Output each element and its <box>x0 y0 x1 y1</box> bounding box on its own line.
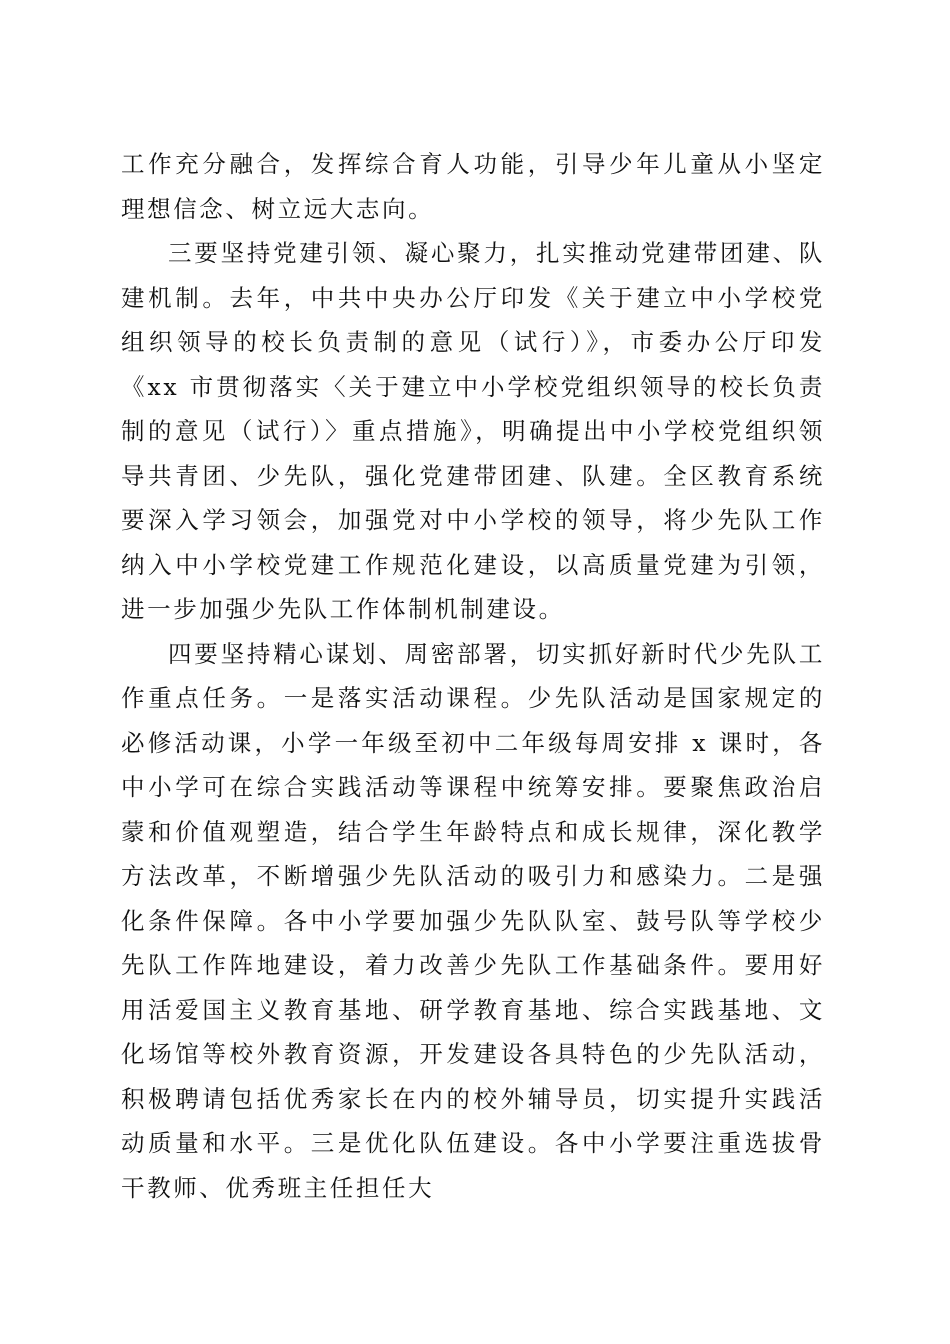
paragraph-party-building: 三要坚持党建引领、凝心聚力，扎实推动党建带团建、队建机制。去年，中共中央办公厅印发《关于建立中小学校党组织领导的校长负责制的意见（试行）》，市委办公厅印发《xx 市贯彻落实〈关于建立中小学校党组织领导的校长负责制的意见（试行）〉重点措施》，明确提出中小学校党组织领导共青团、少先队，强化党建带团建、队建。全区教育系统要深入学习领会，加强党对中小学校的领导，将少先队工作纳入中小学校党建工作规范化建设，以高质量党建为引领，进一步加强少先队工作体制机制建设。 <box>121 239 825 623</box>
document-body <box>121 142 825 1210</box>
paragraph-continuation: 工作充分融合，发挥综合育人功能，引导少年儿童从小坚定理想信念、树立远大志向。 <box>121 150 825 223</box>
paragraph-key-tasks: 四要坚持精心谋划、周密部署，切实抓好新时代少先队工作重点任务。一是落实活动课程。少先队活动是国家规定的必修活动课，小学一年级至初中二年级每周安排 x 课时，各中小学可在综合实践活动等课程中统筹安排。要聚焦政治启蒙和价值观塑造，结合学生年龄特点和成长规律，深化教学方法改革，不断增强少先队活动的吸引力和感染力。二是强化条件保障。各中小学要加强少先队队室、鼓号队等学校少先队工作阵地建设，着力改善少先队工作基础条件。要用好用活爱国主义教育基地、研学教育基地、综合实践基地、文化场馆等校外教育资源，开发建设各具特色的少先队活动，积极聘请包括优秀家长在内的校外辅导员，切实提升实践活动质量和水平。三是优化队伍建设。各中小学要注重选拔骨干教师、优秀班主任担任大 <box>121 639 825 1202</box>
